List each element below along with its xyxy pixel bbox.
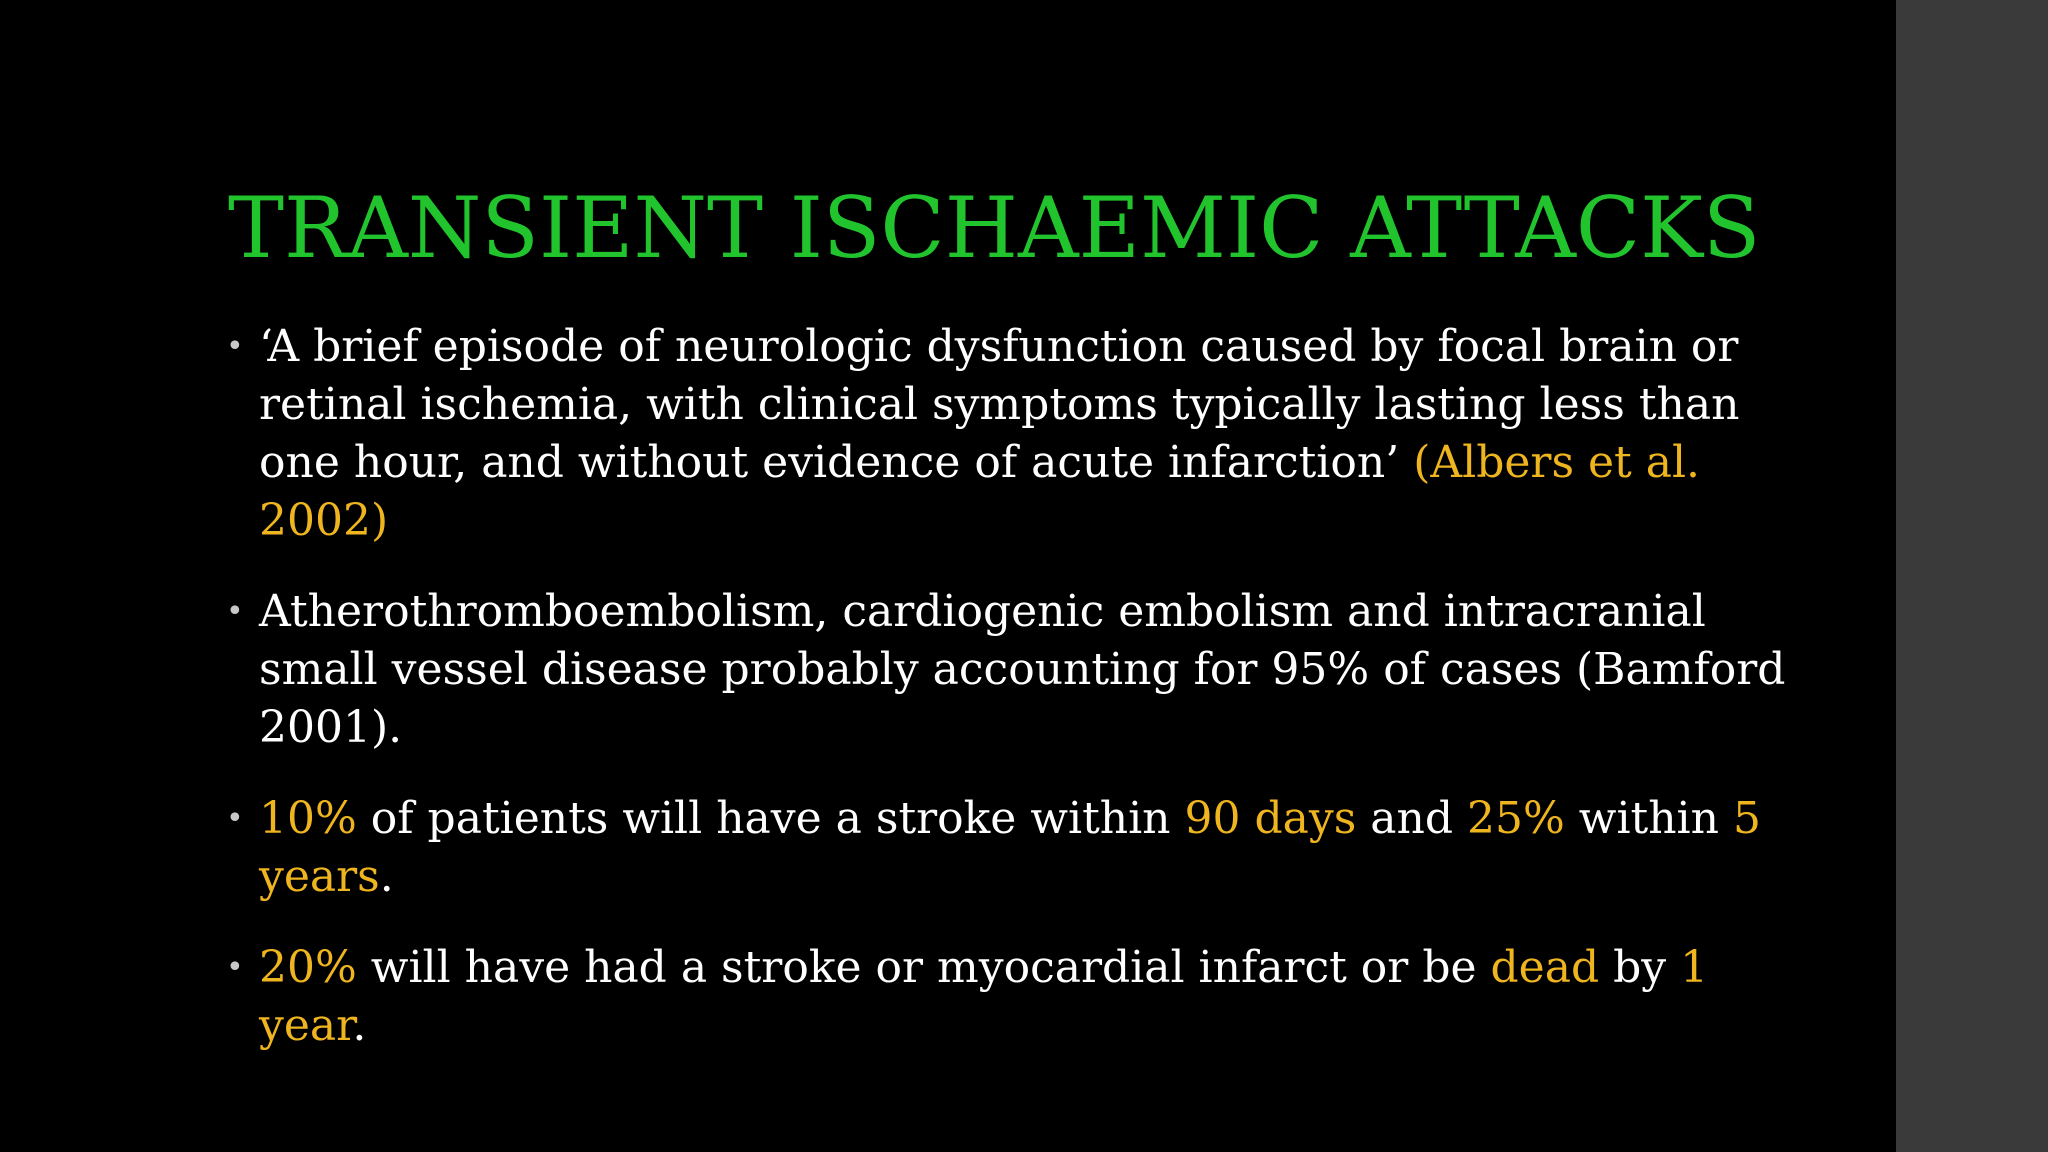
bullet-citation: (Albers et al. 2002): [259, 437, 1701, 546]
bullet-highlight: 90 days: [1184, 793, 1357, 844]
bullet-icon: •: [226, 594, 244, 629]
bullet-text-segment: by: [1599, 942, 1681, 993]
bullet-text-segment: of patients will have a stroke within: [356, 793, 1185, 844]
bullet-icon: •: [226, 329, 244, 364]
bullet-highlight: dead: [1490, 942, 1600, 993]
side-panel: [1896, 0, 2048, 1152]
bullet-icon: •: [226, 950, 244, 985]
bullet-text-segment: will have had a stroke or myocardial infarct or be: [356, 942, 1491, 993]
bullet-text-segment: .: [379, 851, 394, 902]
bullet-list: [226, 318, 1826, 1088]
bullet-highlight: 5 years: [259, 793, 1761, 902]
bullet-item: [226, 939, 1826, 1055]
bullet-highlight: 25%: [1467, 793, 1565, 844]
bullet-text-segment: ‘A brief episode of neurologic dysfunction caused by focal brain or retinal ischemia, with clinical symptoms typically lasting less than one hour, and without evidence of acute infarction’: [259, 321, 1740, 488]
bullet-item: [226, 318, 1826, 550]
bullet-item: [226, 790, 1826, 906]
bullet-text-segment: and: [1356, 793, 1468, 844]
bullet-icon: •: [226, 801, 244, 836]
bullet-text-segment: .: [352, 1000, 367, 1051]
bullet-highlight: 1 year: [259, 942, 1709, 1051]
bullet-text-segment: within: [1564, 793, 1733, 844]
bullet-item: [226, 583, 1826, 757]
bullet-highlight: 20%: [259, 942, 357, 993]
bullet-text-segment: Atherothromboembolism, cardiogenic embolism and intracranial small vessel disease probably accounting for 95% of cases (Bamford 2001).: [259, 586, 1786, 753]
bullet-highlight: 10%: [259, 793, 357, 844]
slide-title: TRANSIENT ISCHAEMIC ATTACKS: [228, 179, 1761, 277]
